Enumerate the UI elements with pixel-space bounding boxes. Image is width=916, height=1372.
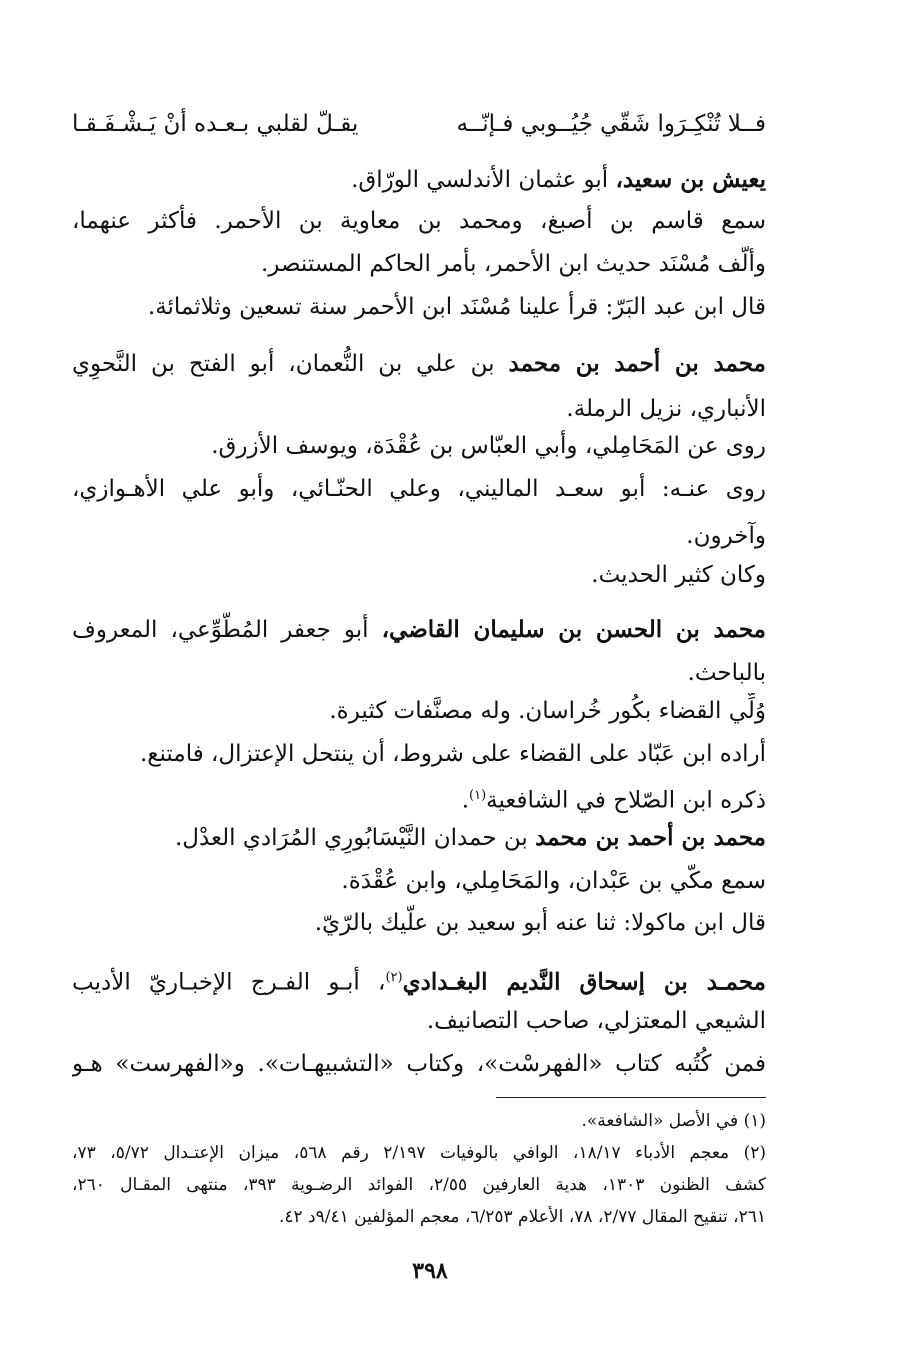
verse-first-hemistich: فــلا تُنْكِـرَوا شَقّي جُيُــوبي فـإنّــه xyxy=(456,111,766,137)
poem-verse xyxy=(72,104,766,144)
entry-text-line: بالباحث. xyxy=(687,660,766,686)
entry-text-line: وُلِّي القضاء بكُور خُراسان. وله مصنَّفات كثيرة. xyxy=(329,698,766,724)
entry-text-line: وآخرون. xyxy=(686,523,766,549)
footnote-marker: (١) xyxy=(469,788,487,803)
entry-name: محمد بن أحمد بن محمد xyxy=(508,350,766,377)
entry-name: محمـد بن إسحاق النَّديم البغـدادي xyxy=(402,968,766,996)
entry-text-line: وألّف مُسْنَد حديث ابن الأحمر، بأمر الحاكم المستنصر. xyxy=(260,251,766,277)
footnote-line: كشف الظنون ١٣٠٣، هدية العارفين ٢/٥٥، الفوائد الرضـوية ٣٩٣، منتهى المقـال ٢٦٠، xyxy=(72,1175,766,1195)
entry-heading-line xyxy=(72,960,766,1001)
entry-text: أبو جعفر المُطّوِّعي، المعروف xyxy=(72,617,382,643)
footnote-line: ٢٦١، تنقيح المقال ٢/٧٧، ٧٨، الأعلام ٦/٢٥٣، معجم المؤلفين ٩/٤١د ٤٢. xyxy=(278,1207,766,1227)
entry-text-end: . xyxy=(461,787,470,814)
footnote-line: (١) في الأصل «الشافعة». xyxy=(581,1111,766,1131)
entry-text-line: الشيعي المعتزلي، صاحب التصانيف. xyxy=(426,1008,766,1034)
entry-heading-line xyxy=(72,162,766,198)
entry-text: أبو عثمان الأندلسي الورّاق. xyxy=(351,167,616,193)
page-number: ٣٩٨ xyxy=(412,1258,448,1284)
entry-text: ذكره ابن الصّلاح في الشافعية xyxy=(486,787,766,814)
entry-text-line: وكان كثير الحديث. xyxy=(591,562,766,588)
entry-heading-line xyxy=(72,612,766,648)
entry-name: محمد بن أحمد بن محمد xyxy=(535,824,766,851)
entry-text-line: روى عن المَحَامِلي، وأبي العبّاس بن عُقْدَة، ويوسف الأزرق. xyxy=(211,433,766,459)
entry-text-line: أراده ابن عَبّاد على القضاء على شروط، أن ينتحل الإعتزال، فامتنع. xyxy=(139,741,766,767)
entry-text-line: قال ابن عبد البَرّ: قرأ علينا مُسْنَد ابن الأحمر سنة تسعين وثلاثمائة. xyxy=(147,294,766,320)
entry-text-line xyxy=(72,778,766,819)
entry-text: بن علي بن النُّعمان، أبو الفتح بن النَّحوِي xyxy=(72,351,509,377)
footnote-line: (٢) معجم الأدباء ١٨/١٧، الوافي بالوفيات ٢/١٩٧ رقم ٥٦٨، ميزان الإعتـدال ٥/٧٢، ٧٣، xyxy=(72,1143,766,1163)
footnote-separator xyxy=(496,1097,766,1098)
entry-text: ، أبـو الفـرج الإخبـاريّ الأديب xyxy=(72,969,386,996)
entry-heading-line xyxy=(72,346,766,382)
entry-text-line: قال ابن ماكولا: ثنا عنه أبو سعيد بن علَّيك بالرّيّ. xyxy=(314,910,766,936)
entry-text-line: سمع مكّي بن عَبْدان، والمَحَامِلي، وابن عُقْدَة. xyxy=(341,868,766,894)
entry-text: بن حمدان النَّيْسَابُورِي المُرَادي العدْل. xyxy=(174,825,536,851)
entry-text-line: روى عنـه: أبو سعـد الماليني، وعلي الحنّـائي، وأبو علي الأهـوازي، xyxy=(72,476,766,502)
verse-second-hemistich: يقـلّ لقلبي بـعـده أنْ يَـشْـفَـقـا xyxy=(72,111,359,137)
entry-name: محمد بن الحسن بن سليمان القاضي، xyxy=(381,616,766,643)
entry-text-line: سمع قاسم بن أصبغ، ومحمد بن معاوية بن الأحمر. فأكثر عنهما، xyxy=(72,208,766,234)
footnote-marker: (٢) xyxy=(385,970,403,985)
entry-text-line: فمن كُتُبه كتاب «الفهرسْت»، وكتاب «التشبيهـات». و«الفهرست» هـو xyxy=(72,1051,766,1077)
entry-text-line: الأنباري، نزيل الرملة. xyxy=(566,396,766,422)
entry-name: يعيش بن سعيد، xyxy=(615,166,766,193)
entry-heading-line xyxy=(72,820,766,856)
